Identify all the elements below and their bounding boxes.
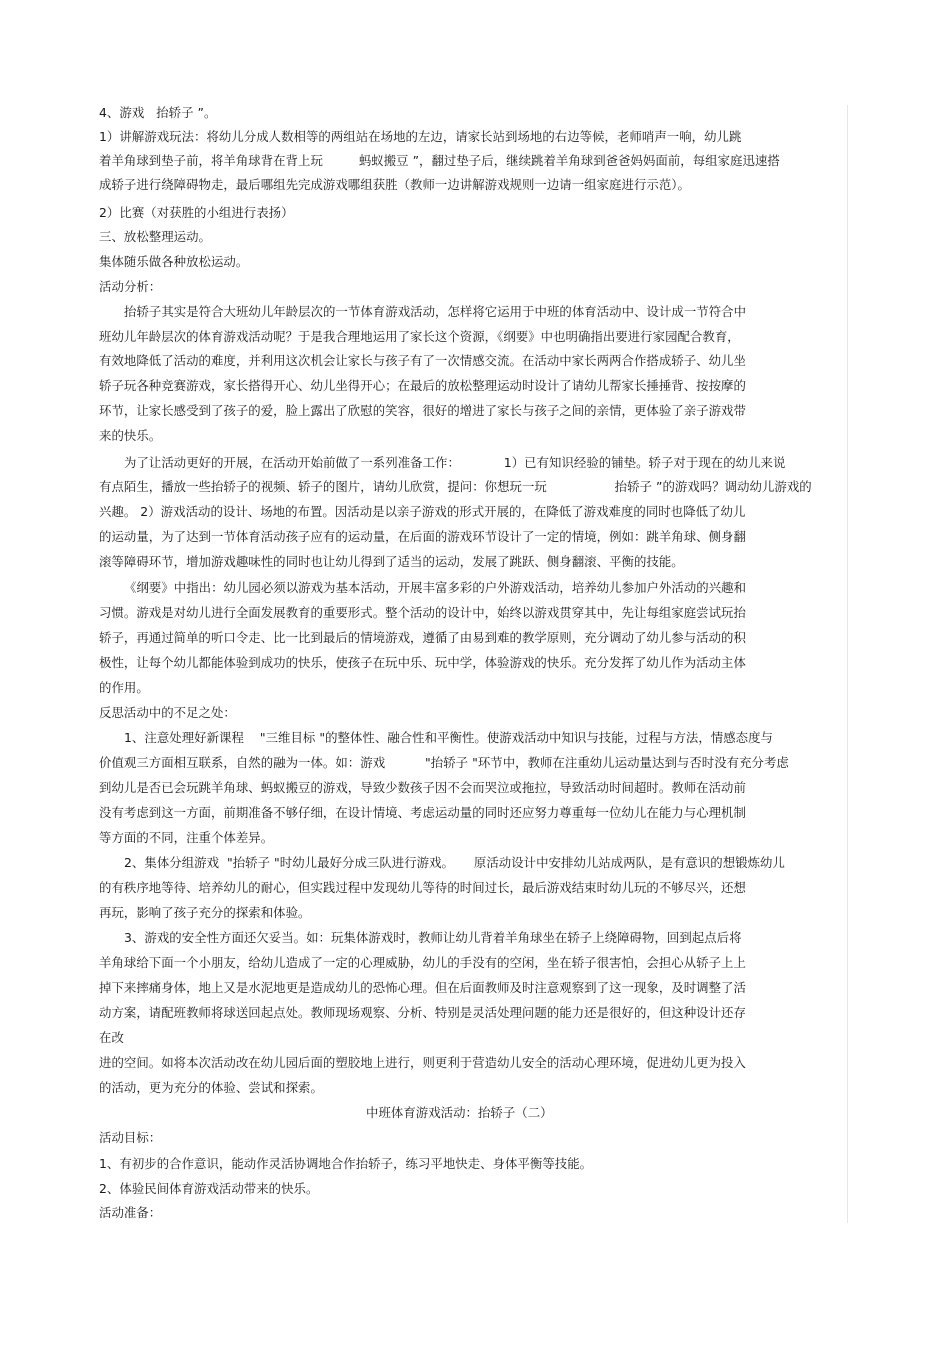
text-line: 极性，让每个幼儿都能体验到成功的快乐，使孩子在玩中乐、玩中学，体验游戏的快乐。充分发挥了幼儿作为活动主体 — [99, 655, 746, 670]
text-line: 反思活动中的不足之处： — [99, 705, 236, 720]
text-line: 到幼儿是否已会玩跳羊角球、蚂蚁搬豆的游戏，导致少数孩子因不会而哭泣或拖拉，导致活动时间超时。教师在活动前 — [99, 780, 746, 795]
text-line: 1、有初步的合作意识，能动作灵活协调地合作抬轿子，练习平地快走、身体平衡等技能。 — [99, 1156, 593, 1171]
text-line: 3、游戏的安全性方面还欠妥当。如：玩集体游戏时，教师让幼儿背着羊角球坐在轿子上绕障碍物，回到起点后将 — [124, 930, 742, 945]
text-line: 抬轿子其实是符合大班幼儿年龄层次的一节体育游戏活动，怎样将它运用于中班的体育活动中、设计成一节符合中 — [124, 304, 747, 319]
text-line: 的作用。 — [99, 680, 149, 695]
text-line: 集体随乐做各种放松运动。 — [99, 254, 249, 269]
text-line: 轿子玩各种竞赛游戏，家长搭得开心、幼儿坐得开心；在最后的放松整理运动时设计了请幼儿帮家长捶捶背、按按摩的 — [99, 378, 746, 393]
text-line: 滚等障碍环节，增加游戏趣味性的同时也让幼儿得到了适当的运动，发展了跳跃、侧身翻滚、平衡的技能。 — [99, 554, 684, 569]
text-line: 掉下来摔痛身体，地上又是水泥地更是造成幼儿的恐怖心理。但在后面教师及时注意观察到了这一现象，及时调整了活 — [99, 980, 746, 995]
text-line: 再玩，影响了孩子充分的探索和体验。 — [99, 905, 311, 920]
text-line: 活动分析： — [99, 279, 162, 294]
text-line: 羊角球给下面一个小朋友，给幼儿造成了一定的心理威胁，幼儿的手没有的空闲，坐在轿子很害怕，会担心从轿子上上 — [99, 955, 746, 970]
text-line: 在改 — [99, 1030, 124, 1045]
text-line: 2）比赛（对获胜的小组进行表扬） — [99, 205, 294, 220]
page-right-border — [847, 105, 848, 1223]
text-line: 活动目标： — [99, 1130, 162, 1145]
text-line: 班幼儿年龄层次的体育游戏活动呢？于是我合理地运用了家长这个资源，《纲要》中也明确指出要进行家园配合教育， — [99, 329, 740, 344]
text-line: 2、体验民间体育游戏活动带来的快乐。 — [99, 1181, 319, 1196]
text-line: 1）讲解游戏玩法：将幼儿分成人数相等的两组站在场地的左边，请家长站到场地的右边等候，老师哨声一响，幼儿跳 — [99, 129, 742, 144]
text-line: 兴趣。 2）游戏活动的设计、场地的布置。因活动是以亲子游戏的形式开展的，在降低了游戏难度的同时也降低了幼儿 — [99, 504, 746, 519]
text-line: 1、注意处理好新课程 "三维目标 "的整体性、融合性和平衡性。使游戏活动中知识与技能，过程与方法，情感态度与 — [124, 730, 773, 745]
text-line: 有点陌生，播放一些抬轿子的视频、轿子的图片，请幼儿欣赏，提问：你想玩一玩 抬轿子 ”的游戏吗？调动幼儿游戏的 — [99, 479, 812, 494]
text-line: 着羊角球到垫子前，将羊角球背在背上玩 蚂蚁搬豆 ”，翻过垫子后，继续跳着羊角球到爸爸妈妈面前，每组家庭迅速搭 — [99, 153, 780, 168]
text-line: 《纲要》中指出：幼儿园必须以游戏为基本活动，开展丰富多彩的户外游戏活动，培养幼儿参加户外活动的兴趣和 — [124, 580, 747, 595]
text-line: 价值观三方面相互联系，自然的融为一体。如：游戏 "抬轿子 "环节中，教师在注重幼儿运动量达到与否时没有充分考虑 — [99, 755, 789, 770]
text-line: 来的快乐。 — [99, 428, 162, 443]
text-line: 动方案，请配班教师将球送回起点处。教师现场观察、分析、特别是灵活处理问题的能力还是很好的，但这种设计还存 — [99, 1005, 746, 1020]
text-line: 没有考虑到这一方面，前期准备不够仔细，在设计情境、考虑运动量的同时还应努力尊重每一位幼儿在能力与心理机制 — [99, 805, 746, 820]
text-line: 轿子，再通过简单的听口令走、比一比到最后的情境游戏，遵循了由易到难的教学原则，充分调动了幼儿参与活动的积 — [99, 630, 746, 645]
text-line: 为了让活动更好的开展，在活动开始前做了一系列准备工作： 1）已有知识经验的铺垫。轿子对于现在的幼儿来说 — [124, 455, 786, 470]
text-line: 成轿子进行绕障碍物走，最后哪组先完成游戏哪组获胜（教师一边讲解游戏规则一边请一组家庭进行示范）。 — [99, 177, 690, 192]
text-line: 活动准备： — [99, 1205, 162, 1220]
text-line: 习惯。游戏是对幼儿进行全面发展教育的重要形式。整个活动的设计中，始终以游戏贯穿其中，先让每组家庭尝试玩抬 — [99, 605, 746, 620]
text-line: 4、游戏 抬轿子 ”。 — [99, 105, 217, 120]
text-line: 的有秩序地等待、培养幼儿的耐心，但实践过程中发现幼儿等待的时间过长，最后游戏结束时幼儿玩的不够尽兴，还想 — [99, 880, 746, 895]
text-line: 的运动量，为了达到一节体育活动孩子应有的运动量，在后面的游戏环节设计了一定的情境，例如：跳羊角球、侧身翻 — [99, 529, 746, 544]
text-line: 的活动，更为充分的体验、尝试和探索。 — [99, 1080, 323, 1095]
section-title: 中班体育游戏活动：抬轿子（二） — [366, 1105, 553, 1120]
text-line: 环节，让家长感受到了孩子的爱，脸上露出了欣慰的笑容，很好的增进了家长与孩子之间的亲情，更体验了亲子游戏带 — [99, 403, 746, 418]
text-line: 进的空间。如将本次活动改在幼儿园后面的塑胶地上进行，则更利于营造幼儿安全的活动心理环境，促进幼儿更为投入 — [99, 1055, 746, 1070]
text-line: 2、集体分组游戏 "抬轿子 "时幼儿最好分成三队进行游戏。 原活动设计中安排幼儿站成两队，是有意识的想锻炼幼儿 — [124, 855, 785, 870]
text-line: 有效地降低了活动的难度，并利用这次机会让家长与孩子有了一次情感交流。在活动中家长两两合作搭成轿子、幼儿坐 — [99, 353, 746, 368]
text-line: 三、放松整理运动。 — [99, 229, 211, 244]
text-line: 等方面的不同，注重个体差异。 — [99, 830, 274, 845]
